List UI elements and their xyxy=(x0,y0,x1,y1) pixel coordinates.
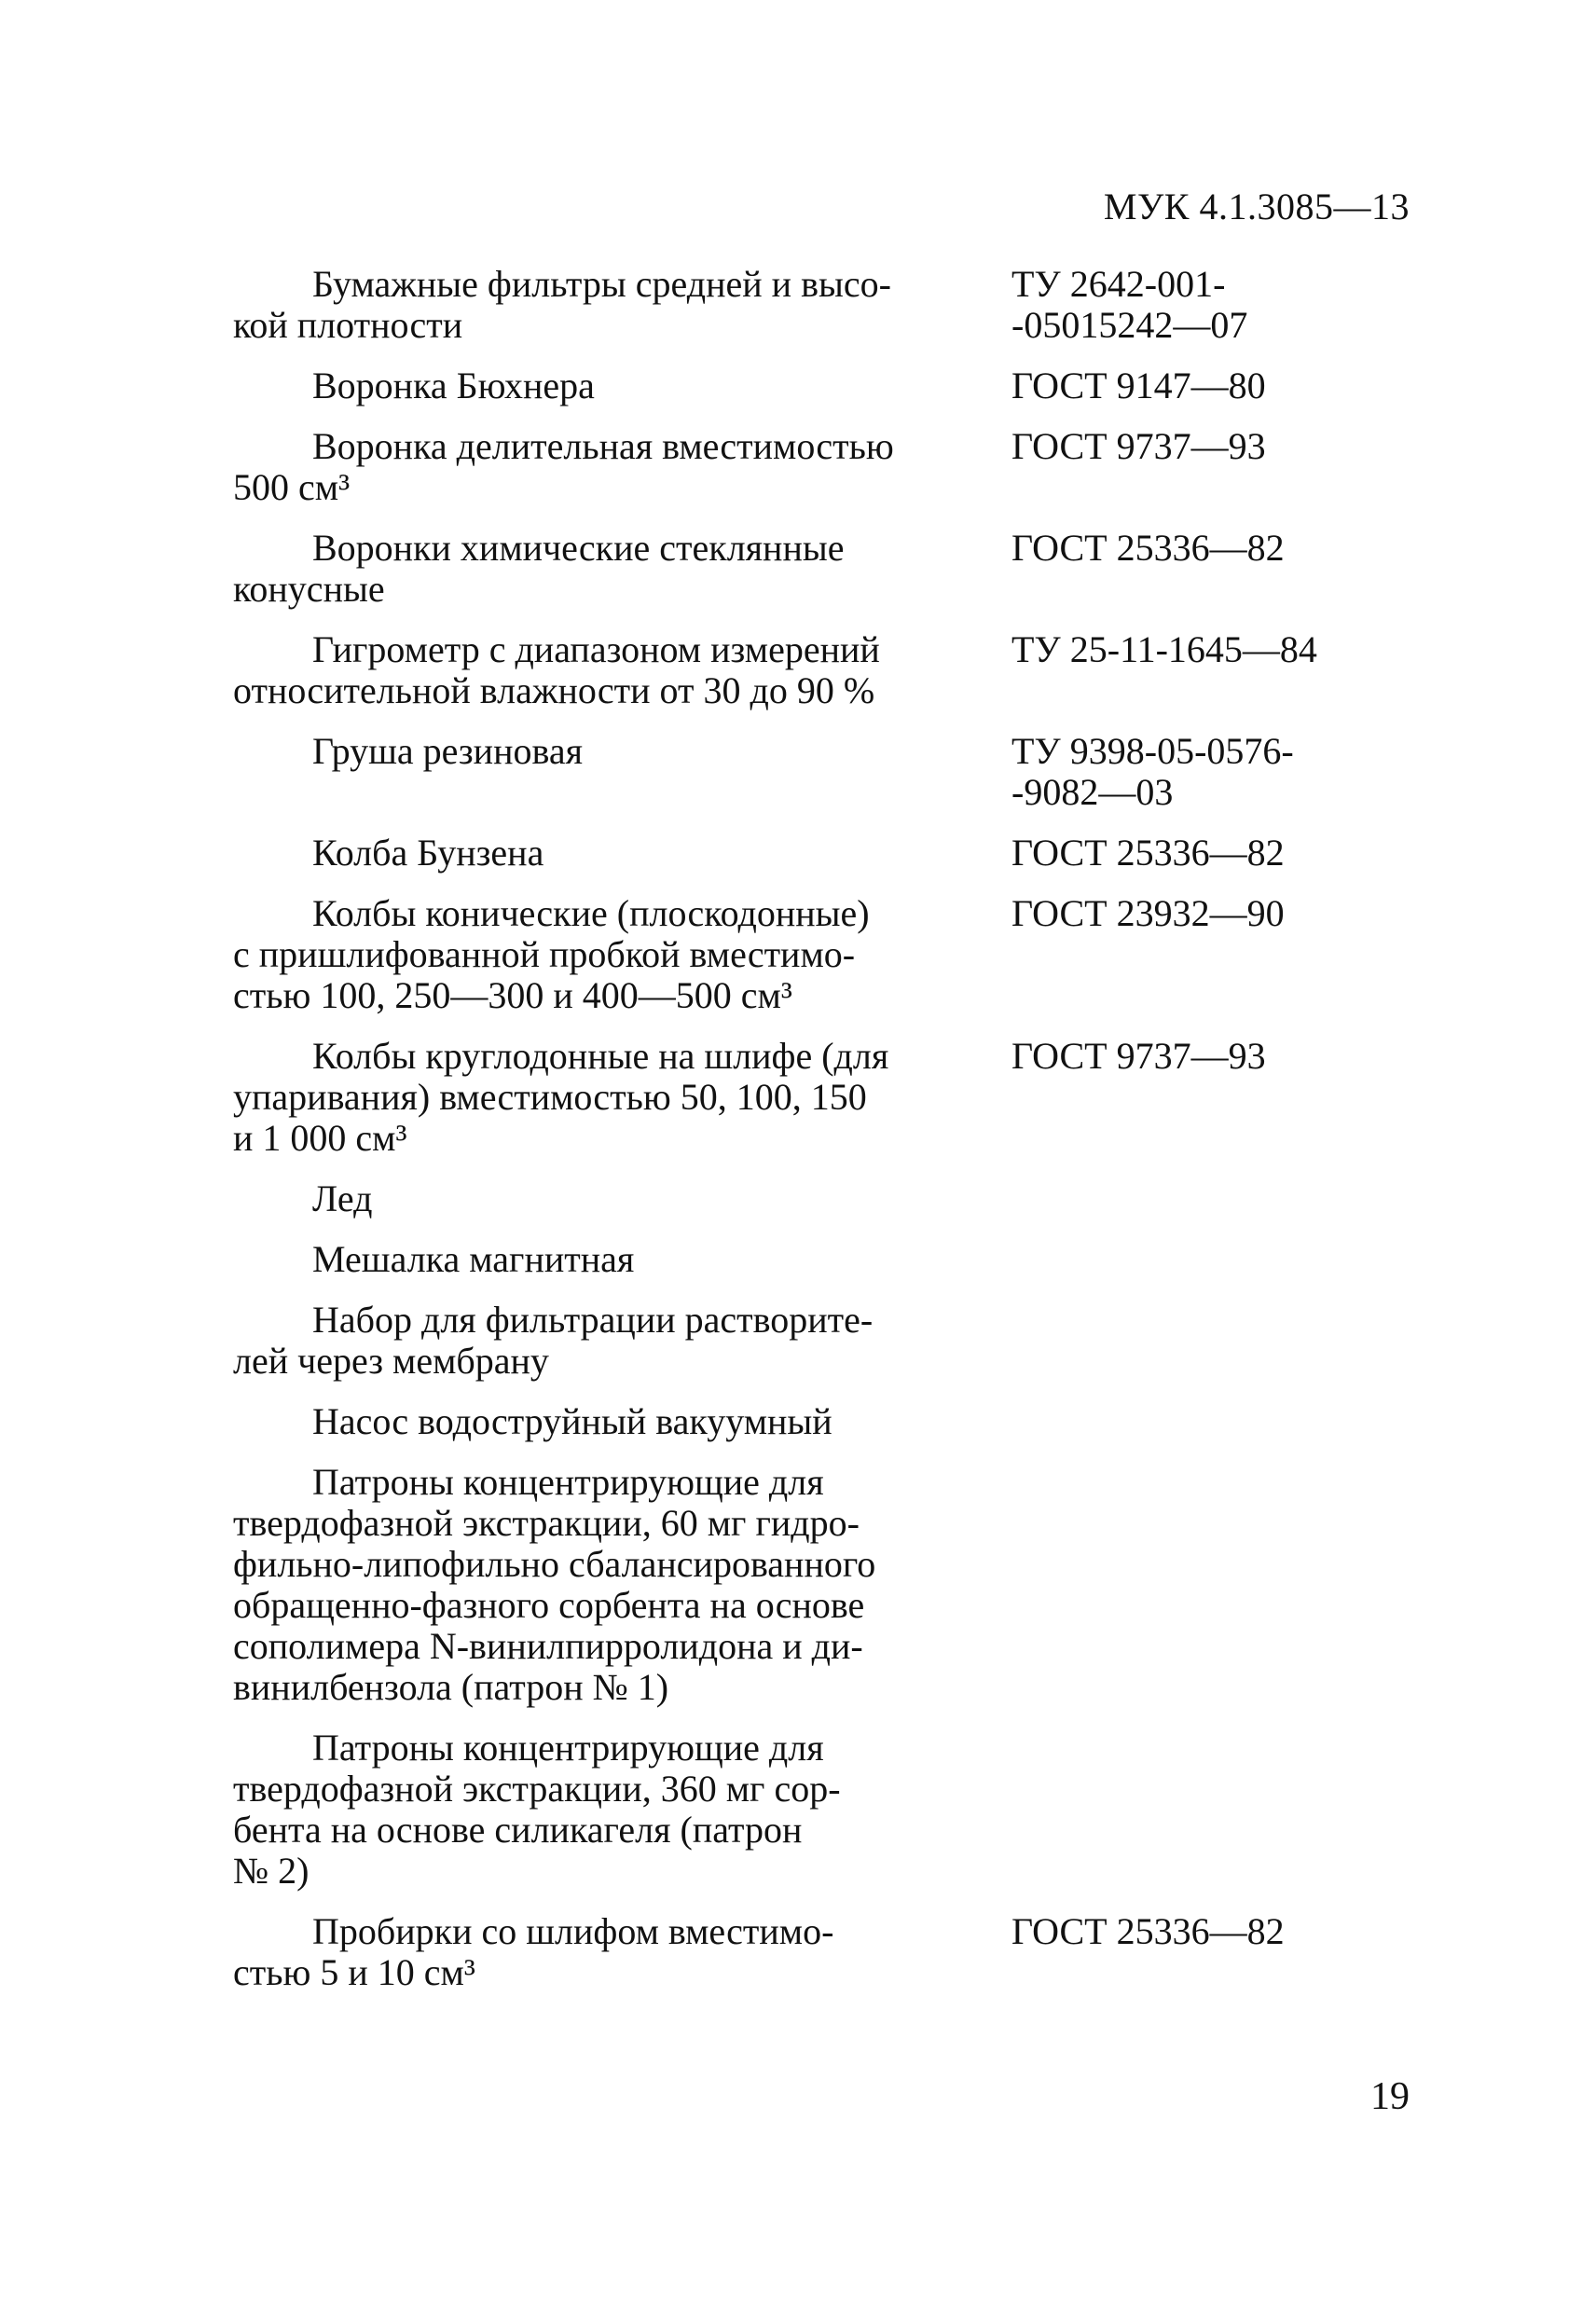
equipment-row xyxy=(233,264,1389,346)
equipment-name: Лед xyxy=(312,1177,373,1219)
equipment-standard: ГОСТ 23932—90 xyxy=(1011,892,1285,934)
equipment-standard: ГОСТ 9147—80 xyxy=(1011,365,1266,406)
page-number: 19 xyxy=(1370,2075,1410,2118)
equipment-standard: ТУ 9398-05-0576- -9082—03 xyxy=(1011,730,1294,813)
equipment-standard: ГОСТ 9737—93 xyxy=(1011,1035,1266,1077)
equipment-name: Патроны концентрирующие для твердофазной экстракции, 60 мг гидро- фильно-липофильно сбалансированного обращенно-фазного сорбента на основе сополимера N-винилпирролидона и ди- винилбензола (патрон № 1) xyxy=(233,1461,876,1708)
equipment-name: Колбы конические (плоскодонные) с пришлифованной пробкой вместимо- стью 100, 250—300 и 400—500 см³ xyxy=(233,892,870,1016)
equipment-row xyxy=(233,731,1389,813)
equipment-name: Воронка Бюхнера xyxy=(312,365,595,406)
equipment-standard: ТУ 2642-001- -05015242—07 xyxy=(1011,263,1248,346)
equipment-standard xyxy=(1011,1300,1389,1382)
equipment-name: Мешалка магнитная xyxy=(312,1238,635,1280)
equipment-row xyxy=(233,833,1389,874)
equipment-list xyxy=(233,264,1389,2013)
equipment-name: Насос водоструйный вакуумный xyxy=(312,1400,832,1442)
equipment-row xyxy=(233,893,1389,1016)
equipment-standard xyxy=(1011,1401,1389,1442)
equipment-standard: ГОСТ 25336—82 xyxy=(1011,832,1285,874)
equipment-name: Груша резиновая xyxy=(312,730,583,772)
equipment-standard xyxy=(1011,1178,1389,1219)
equipment-standard: ГОСТ 25336—82 xyxy=(1011,1910,1285,1952)
equipment-name: Гигрометр с диапазоном измерений относительной влажности от 30 до 90 % xyxy=(233,628,880,711)
equipment-row xyxy=(233,1911,1389,1993)
equipment-standard: ТУ 25-11-1645—84 xyxy=(1011,628,1317,670)
equipment-standard: ГОСТ 9737—93 xyxy=(1011,425,1266,467)
equipment-row xyxy=(233,1239,1389,1280)
equipment-standard xyxy=(1011,1728,1389,1892)
equipment-name: Набор для фильтрации растворите- лей через мембрану xyxy=(233,1299,874,1382)
equipment-row xyxy=(233,1300,1389,1382)
equipment-name: Колбы круглодонные на шлифе (для упаривания) вместимостью 50, 100, 150 и 1 000 см³ xyxy=(233,1035,889,1159)
equipment-row xyxy=(233,365,1389,406)
equipment-standard: ГОСТ 25336—82 xyxy=(1011,527,1285,569)
equipment-row xyxy=(233,629,1389,711)
equipment-row xyxy=(233,426,1389,508)
document-number: МУК 4.1.3085—13 xyxy=(1103,186,1410,227)
equipment-name: Бумажные фильтры средней и высо- кой плотности xyxy=(233,263,891,346)
equipment-name: Воронка делительная вместимостью 500 см³ xyxy=(233,425,894,508)
equipment-name: Колба Бунзена xyxy=(312,832,544,874)
equipment-row xyxy=(233,1401,1389,1442)
equipment-row xyxy=(233,1036,1389,1159)
equipment-name: Пробирки со шлифом вместимо- стью 5 и 10 см³ xyxy=(233,1910,834,1993)
equipment-row xyxy=(233,528,1389,610)
equipment-row xyxy=(233,1178,1389,1219)
equipment-name: Воронки химические стеклянные конусные xyxy=(233,527,845,610)
equipment-name: Патроны концентрирующие для твердофазной экстракции, 360 мг сор- бента на основе силикагеля (патрон № 2) xyxy=(233,1727,841,1892)
equipment-standard xyxy=(1011,1462,1389,1708)
equipment-row xyxy=(233,1462,1389,1708)
equipment-standard xyxy=(1011,1239,1389,1280)
equipment-row xyxy=(233,1728,1389,1892)
